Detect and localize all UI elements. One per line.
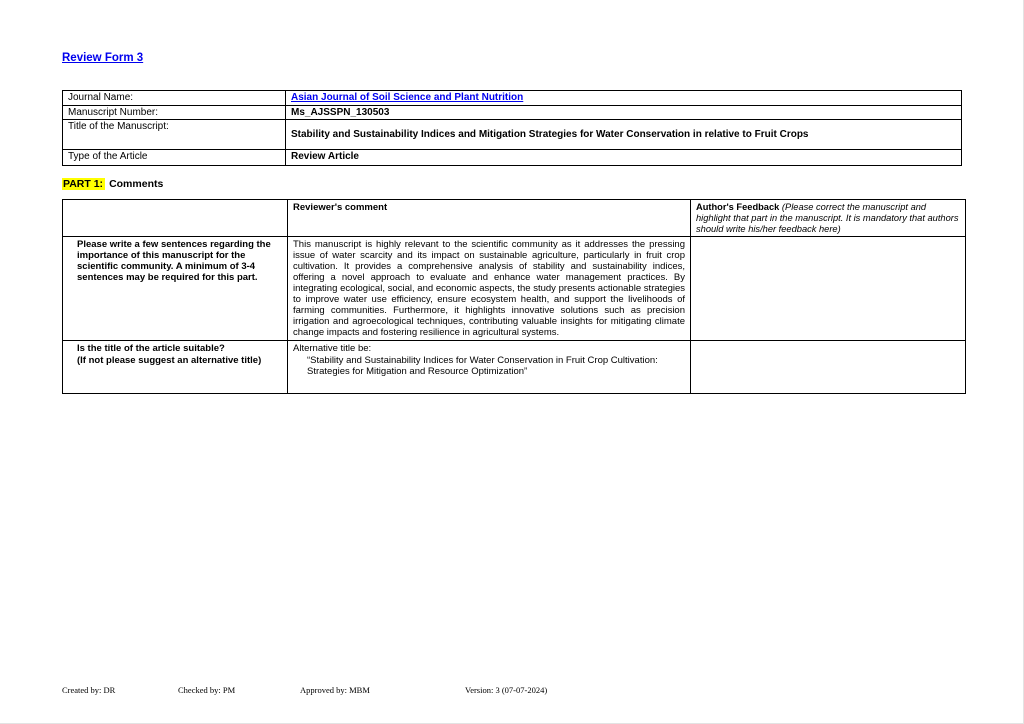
question-title-suitable-cell (63, 341, 288, 394)
part1-label: Comments (109, 178, 164, 190)
manuscript-number-label: Manuscript Number: (63, 105, 286, 120)
author-feedback-header-label: Author's Feedback (696, 202, 780, 212)
table-row (63, 341, 966, 394)
question-importance-cell (63, 237, 288, 341)
table-row (63, 105, 962, 120)
table-row (63, 150, 962, 166)
page-title: Review Form 3 (62, 52, 144, 64)
journal-name-label: Journal Name: (63, 91, 286, 106)
manuscript-title-value: Stability and Sustainability Indices and Mitigation Strategies for Water Conservation in relative to Fruit Crops (286, 120, 962, 150)
author-feedback-header-note: (Please correct the manuscript and highlight that part in the manuscript. It is mandatory that authors should write his/her feedback here) (696, 202, 959, 234)
article-type-value: Review Article (286, 150, 962, 166)
question-title-suitable-line1: Is the title of the article suitable? (77, 343, 225, 355)
alternative-title-quote: “Stability and Sustainability Indices for Water Conservation in Fruit Crop Cultivation: Strategies for Mitigation and Resource Optimization” (307, 354, 658, 377)
manuscript-info-table (62, 90, 962, 166)
table-row (63, 120, 962, 150)
journal-name-link[interactable]: Asian Journal of Soil Science and Plant Nutrition (291, 92, 524, 103)
table-row (63, 237, 966, 341)
table-row (63, 91, 962, 106)
part1-badge: PART 1: (63, 178, 104, 190)
footer-version: Version: 3 (07-07-2024) (465, 685, 548, 695)
reviewer-comment-title (288, 341, 691, 394)
reviewer-comment-header-label: Reviewer's comment (293, 202, 388, 213)
author-feedback-cell[interactable] (691, 341, 966, 394)
manuscript-title-label: Title of the Manuscript: (63, 120, 286, 150)
journal-name-cell (286, 91, 962, 106)
footer-checked-by: Checked by: PM (178, 685, 236, 695)
part1-heading (62, 178, 163, 190)
page-footer (0, 685, 1024, 699)
table-header-row (63, 200, 966, 237)
reviewer-comment-importance: This manuscript is highly relevant to the scientific community as it addresses the pressing issue of water scarcity and its impact on sustainable agriculture, particularly in fruit crop cultivation. It provides a comprehensive analysis of stability and sustainability indices, offering a novel approach to evaluate and enhance water management practices. By integrating ecological, social, and economic aspects, the study presents actionable strategies to improve water use efficiency, ensure ecosystem health, and support the livelihoods of farming communities. Furthermore, it highlights innovative solutions such as precision irrigation and agroecological techniques, contributing valuable insights for mitigating climate change impacts and fostering resilience in agricultural systems. (288, 237, 691, 341)
reviewer-comment-header (288, 200, 691, 237)
question-title-suitable-line2: (If not please suggest an alternative title) (77, 354, 262, 366)
author-feedback-cell[interactable] (691, 237, 966, 341)
header-blank-cell (63, 200, 288, 237)
article-type-label: Type of the Article (63, 150, 286, 166)
comments-table (62, 199, 966, 394)
author-feedback-header (691, 200, 966, 237)
alternative-title-intro: Alternative title be: (293, 343, 372, 355)
footer-approved-by: Approved by: MBM (300, 685, 370, 695)
question-importance-text: Please write a few sentences regarding the importance of this manuscript for the scientific community. A minimum of 3-4 sentences may be required for this part. (77, 239, 271, 284)
footer-created-by: Created by: DR (62, 685, 116, 695)
manuscript-number-value: Ms_AJSSPN_130503 (286, 105, 962, 120)
